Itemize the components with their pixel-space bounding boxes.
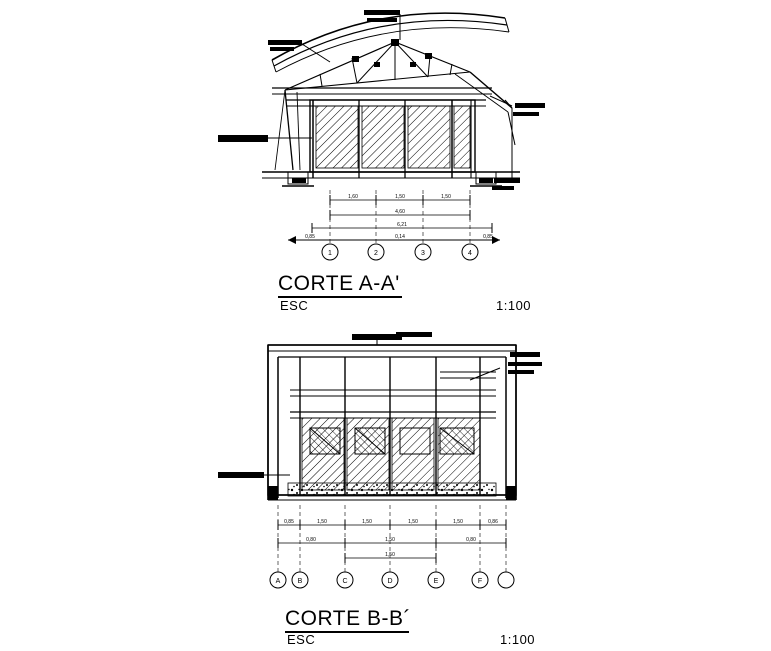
dim-bb-6: 0,86 <box>488 519 498 525</box>
dim-bb-3: 1,50 <box>362 519 372 525</box>
dim-aa-sub-1: 0,85 <box>305 234 315 240</box>
dim-bb-1: 0,85 <box>284 519 294 525</box>
section-corte-aa <box>218 10 545 260</box>
section-corte-bb <box>218 332 542 588</box>
dim-bb-b3: 0,80 <box>466 537 476 543</box>
axis-bb-6: F <box>477 577 483 585</box>
axis-bb-4: D <box>387 577 393 585</box>
dim-bb-b2: 1,50 <box>385 537 395 543</box>
section-aa-title: CORTE A-A' <box>278 272 400 295</box>
axis-bb-3: C <box>342 577 348 585</box>
dim-aa-3: 1,50 <box>441 194 451 200</box>
axis-aa-4: 4 <box>468 249 472 257</box>
dim-bb-c1: 1,50 <box>385 552 395 558</box>
section-bb-title: CORTE B-B´ <box>285 607 411 630</box>
dim-aa-1: 1,60 <box>348 194 358 200</box>
dim-bb-5: 1,50 <box>453 519 463 525</box>
axis-bb-1: A <box>275 577 281 585</box>
section-bb-esc-label: ESC <box>287 632 316 647</box>
section-aa-esc-label: ESC <box>280 298 309 313</box>
section-bb-scale: 1:100 <box>500 632 536 647</box>
axis-aa-1: 1 <box>328 249 332 257</box>
axis-aa-2: 2 <box>374 249 378 257</box>
dim-aa-sub-2: 0,14 <box>395 234 405 240</box>
dim-aa-total-2: 6,21 <box>397 222 407 228</box>
axis-bb-2: B <box>297 577 303 585</box>
axis-aa-3: 3 <box>421 249 425 257</box>
dim-bb-4: 1,50 <box>408 519 418 525</box>
dim-aa-sub-3: 0,85 <box>483 234 493 240</box>
axis-bb-5: E <box>433 577 439 585</box>
dimension-labels <box>284 194 498 558</box>
dim-aa-2: 1,50 <box>395 194 405 200</box>
section-aa-scale: 1:100 <box>496 298 532 313</box>
dim-bb-b1: 0,80 <box>306 537 316 543</box>
dim-aa-total-1: 4,60 <box>395 209 405 215</box>
dim-bb-2: 1,50 <box>317 519 327 525</box>
